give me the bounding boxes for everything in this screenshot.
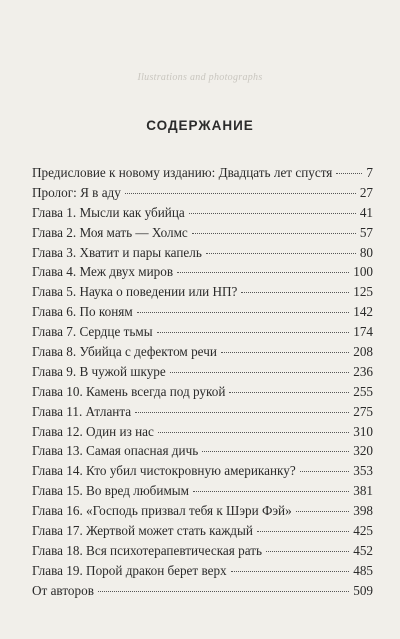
toc-entry-label: Глава 8. Убийца с дефектом речи <box>32 344 217 360</box>
toc-page-number: 174 <box>353 324 373 340</box>
toc-page-number: 236 <box>353 363 373 379</box>
toc-page-number: 80 <box>359 244 373 260</box>
toc-entry-label: Пролог: Я в аду <box>32 184 121 200</box>
leader-dots <box>192 233 356 234</box>
toc-page-number: 41 <box>359 204 373 220</box>
toc-entry-label: Глава 16. «Господь призвал тебя к Шэри Фэй» <box>32 503 292 519</box>
toc-page-number: 310 <box>353 423 373 439</box>
toc-entry-label: Глава 13. Самая опасная дичь <box>32 443 199 459</box>
toc-entry-label: Глава 11. Атланта <box>32 403 132 419</box>
toc-page-number: 353 <box>353 463 373 479</box>
toc-entry <box>32 481 373 501</box>
toc-page-number: 255 <box>353 383 373 399</box>
show-through-text: Ilustrations and photographs <box>137 72 263 83</box>
toc-entry-label: От авторов <box>32 582 94 598</box>
toc-entry <box>32 441 373 461</box>
toc-entry <box>32 501 373 521</box>
toc-entry <box>32 342 373 362</box>
toc-entry <box>32 322 373 342</box>
toc-entry-label: Предисловие к новому изданию: Двадцать лет спустя <box>32 165 333 180</box>
toc-page-number: 398 <box>353 503 373 519</box>
toc-entry <box>32 282 373 302</box>
page-title: СОДЕРЖАНИЕ <box>146 118 254 133</box>
toc-entry-label: Глава 3. Хватит и пары капель <box>32 244 202 260</box>
toc-entry <box>32 382 373 402</box>
toc-entry-label: Глава 14. Кто убил чистокровную американку? <box>32 463 296 479</box>
leader-dots <box>266 551 349 552</box>
toc-page-number: 142 <box>353 304 373 320</box>
toc-entry-label: Глава 9. В чужой шкуре <box>32 363 166 379</box>
leader-dots <box>125 193 356 194</box>
leader-dots <box>296 511 350 512</box>
toc-entry-label: Глава 4. Меж двух миров <box>32 264 174 280</box>
toc-entry <box>32 302 373 322</box>
leader-dots <box>158 432 349 433</box>
toc-entry-label: Глава 1. Мысли как убийца <box>32 204 185 220</box>
leader-dots <box>157 332 350 333</box>
toc-page-number: 7 <box>366 165 373 180</box>
leader-dots <box>231 571 350 572</box>
leader-dots <box>177 272 349 273</box>
toc-entry <box>32 203 373 223</box>
leader-dots <box>189 213 356 214</box>
toc-page-number: 509 <box>353 582 373 598</box>
toc-entry <box>32 402 373 422</box>
toc-entry <box>32 541 373 561</box>
toc-entry-label: Глава 15. Во вред любимым <box>32 483 189 499</box>
toc-entry <box>32 163 373 183</box>
toc-entry <box>32 581 373 601</box>
toc-entry <box>32 262 373 282</box>
toc-page-number: 27 <box>359 184 373 200</box>
leader-dots <box>229 392 349 393</box>
leader-dots <box>336 173 362 174</box>
toc-entry <box>32 243 373 263</box>
toc-entry <box>32 521 373 541</box>
leader-dots <box>137 312 350 313</box>
toc-page-number: 275 <box>353 403 373 419</box>
leader-dots <box>257 531 349 532</box>
toc-page-number: 208 <box>353 344 373 360</box>
toc-entry-label: Глава 10. Камень всегда под рукой <box>32 383 226 399</box>
leader-dots <box>221 352 349 353</box>
toc-entry <box>32 362 373 382</box>
leader-dots <box>98 591 349 592</box>
toc-page-number: 320 <box>353 443 373 459</box>
toc-page-number: 381 <box>353 483 373 499</box>
toc-entry-label: Глава 18. Вся психотерапевтическая рать <box>32 542 263 558</box>
toc-entry-label: Глава 17. Жертвой может стать каждый <box>32 523 253 539</box>
toc-entry-label: Глава 12. Один из нас <box>32 423 154 439</box>
toc-entry-label: Глава 7. Сердце тьмы <box>32 324 153 340</box>
table-of-contents <box>32 163 373 601</box>
toc-entry-label: Глава 5. Наука о поведении или НП? <box>32 284 238 300</box>
toc-entry <box>32 223 373 243</box>
leader-dots <box>241 292 349 293</box>
leader-dots <box>193 491 349 492</box>
leader-dots <box>170 372 349 373</box>
toc-page-number: 485 <box>353 562 373 578</box>
toc-entry <box>32 461 373 481</box>
leader-dots <box>300 471 349 472</box>
toc-page-number: 57 <box>359 224 373 240</box>
toc-page-number: 125 <box>353 284 373 300</box>
toc-entry-label: Глава 19. Порой дракон берет верх <box>32 562 227 578</box>
toc-entry-label: Глава 2. Моя мать — Холмс <box>32 224 188 240</box>
toc-entry <box>32 422 373 442</box>
toc-page-number: 452 <box>353 542 373 558</box>
toc-entry <box>32 561 373 581</box>
leader-dots <box>206 253 356 254</box>
leader-dots <box>135 412 349 413</box>
toc-entry <box>32 183 373 203</box>
toc-entry-label: Глава 6. По коням <box>32 304 133 320</box>
leader-dots <box>202 451 349 452</box>
toc-page-number: 425 <box>353 523 373 539</box>
toc-page-number: 100 <box>353 264 373 280</box>
